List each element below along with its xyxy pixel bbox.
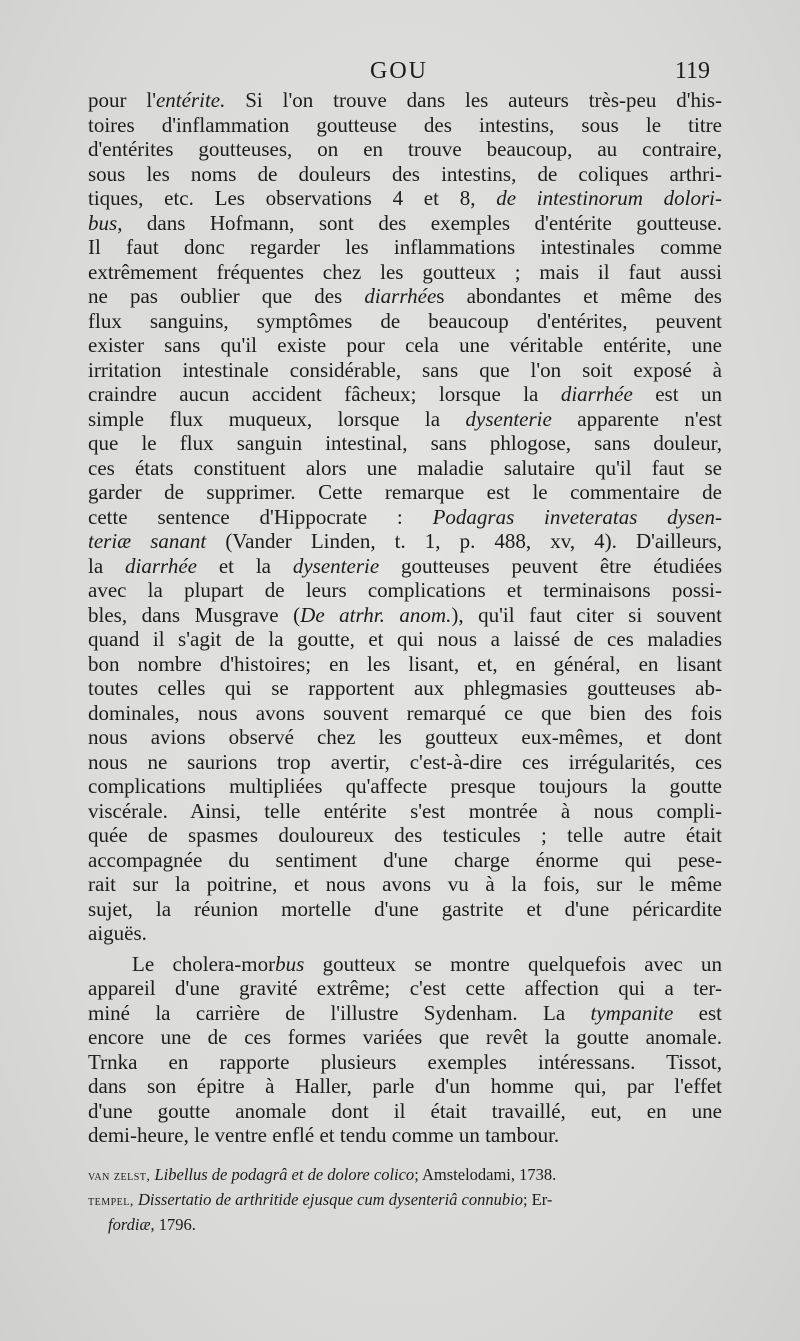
text-line: toires d'inflammation goutteuse des intestins, sous le titre [88, 112, 722, 137]
text-line: complications multipliées qu'affecte presque toujours la goutte [88, 774, 722, 798]
text-line: la diarrhée et la dysenterie goutteuses peuvent être étudiées [88, 553, 722, 578]
text-line: bon nombre d'histoires; en les lisant, et, en général, en lisant [88, 651, 722, 676]
text-line: d'entérites goutteuses, on en trouve beaucoup, au contraire, [88, 137, 722, 161]
text-line: sujet, la réunion mortelle d'une gastrite et d'une péricardite [88, 896, 722, 921]
text-line: d'une goutte anomale dont il était travaillé, eut, en une [88, 1098, 722, 1123]
text-line: bles, dans Musgrave (De atrhr. anom.), qu'il faut citer si souvent [88, 602, 723, 627]
text-line: sous les noms de douleurs des intestins, de coliques arthri- [88, 161, 722, 186]
text-line: dans son épitre à Haller, parle d'un homme qui, par l'effet [88, 1074, 722, 1098]
text-line: teriæ sanant (Vander Linden, t. 1, p. 488, xv, 4). D'ailleurs, [88, 529, 722, 553]
text-line: Il faut donc regarder les inflammations intestinales comme [88, 235, 722, 259]
text-line: extrêmement fréquentes chez les goutteux ; mais il faut aussi [88, 259, 722, 284]
footnote-2 [88, 1188, 710, 1213]
text-line: miné la carrière de l'illustre Sydenham. La tympanite est [88, 1000, 723, 1025]
footnote-author: tempel, [88, 1194, 134, 1209]
text-line: cette sentence d'Hippocrate : Podagras inveteratas dysen- [88, 504, 722, 529]
text-line: encore une de ces formes variées que revêt la goutte anomale. [88, 1025, 722, 1049]
text-line: flux sanguins, symptômes de beaucoup d'entérites, peuvent [88, 308, 722, 333]
text-line: dominales, nous avons souvent remarqué ce que bien des fois [88, 700, 722, 725]
footnote-imprint: ; Er- [522, 1190, 553, 1209]
text-line: accompagnée du sentiment d'une charge énorme qui pese- [88, 847, 722, 872]
paragraph-1 [88, 88, 722, 946]
footnote-imprint: ; Amstelodami, 1738. [414, 1165, 557, 1184]
text-line: pour l'entérite. Si l'on trouve dans les auteurs très-peu d'his- [88, 88, 722, 112]
text-line: avec la plupart de leurs complications et terminaisons possi- [88, 578, 722, 602]
text-line: appareil d'une gravité extrême; c'est cette affection qui a ter- [88, 976, 722, 1000]
text-line: aiguës. [88, 921, 147, 945]
paragraph-2 [88, 952, 722, 1148]
page-header [88, 58, 710, 90]
text-line: quée de spasmes douloureux des testicules ; telle autre était [88, 823, 722, 847]
text-line: garder de supprimer. Cette remarque est le commentaire de [88, 480, 722, 504]
text-line: Trnka en rapporte plusieurs exemples intéressans. Tissot, [88, 1049, 722, 1074]
text-line: Le cholera-morbus goutteux se montre quelquefois avec un [132, 951, 723, 976]
footnote-title: Libellus de podagrâ et de dolore colico [154, 1165, 415, 1184]
text-line: nous avions observé chez les goutteux eux-mêmes, et dont [88, 725, 722, 749]
footnote-2-continuation [88, 1213, 710, 1236]
running-head: GOU [370, 58, 428, 84]
text-line: exister sans qu'il existe pour cela une véritable entérite, une [88, 333, 722, 357]
text-line: ne pas oublier que des diarrhées abondantes et même des [88, 284, 722, 308]
text-line: rait sur la poitrine, et nous avons vu à la fois, sur le même [88, 872, 722, 896]
text-line: viscérale. Ainsi, telle entérite s'est montrée à nous compli- [88, 798, 722, 823]
body-text [88, 88, 722, 1148]
text-line: toutes celles qui se rapportent aux phlegmasies goutteuses ab- [88, 676, 722, 700]
text-line: craindre aucun accident fâcheux; lorsque la diarrhée est un [88, 382, 722, 406]
text-line: bus, dans Hofmann, sont des exemples d'entérite goutteuse. [88, 210, 722, 235]
footnote-imprint: , 1796. [150, 1215, 196, 1234]
text-line: simple flux muqueux, lorsque la dysenterie apparente n'est [88, 406, 722, 431]
text-line: demi-heure, le ventre enflé et tendu comme un tambour. [88, 1123, 560, 1147]
footnotes [88, 1163, 710, 1236]
footnote-place: fordiæ [108, 1215, 151, 1234]
footnote-author: van zelst, [88, 1169, 151, 1184]
text-line: ces états constituent alors une maladie salutaire qu'il faut se [88, 455, 722, 480]
text-line: irritation intestinale considérable, sans que l'on soit exposé à [88, 357, 722, 382]
footnote-1 [88, 1163, 710, 1188]
page-number: 119 [674, 58, 710, 84]
text-line: que le flux sanguin intestinal, sans phlogose, sans douleur, [88, 431, 722, 455]
text-line: tiques, etc. Les observations 4 et 8, de intestinorum dolori- [88, 186, 723, 210]
footnote-title: Dissertatio de arthritide ejusque cum dysenteriâ connubio [138, 1190, 523, 1209]
text-line: quand il s'agit de la goutte, et qui nous a laissé de ces maladies [88, 627, 722, 651]
text-line: nous ne saurions trop avertir, c'est-à-dire ces irrégularités, ces [88, 749, 722, 774]
